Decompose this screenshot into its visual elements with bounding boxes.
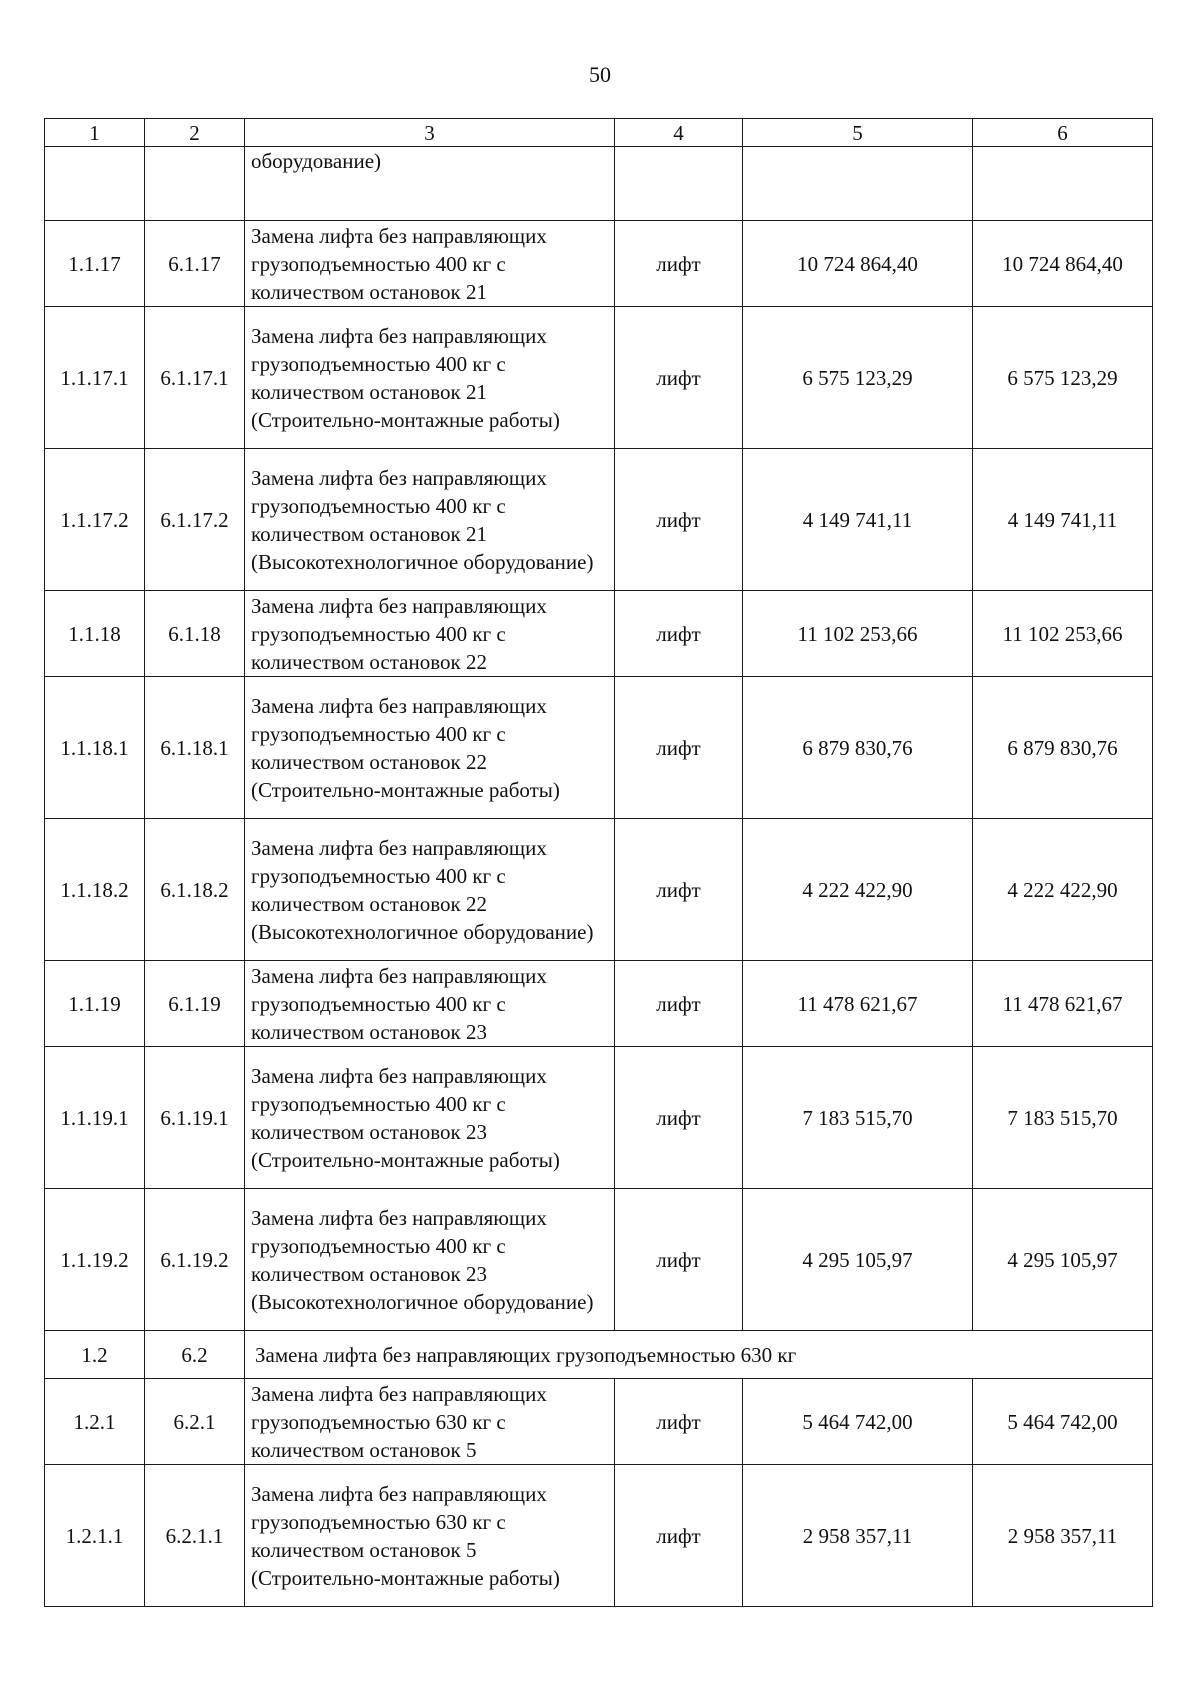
cost-limit-value: 4 149 741,11 <box>973 449 1153 591</box>
unit-cell: лифт <box>615 221 743 307</box>
section-number: 1.1.19.1 <box>45 1047 145 1189</box>
unit-cell: лифт <box>615 819 743 961</box>
cost-value: 2 958 357,11 <box>743 1465 973 1607</box>
cost-limit-value: 7 183 515,70 <box>973 1047 1153 1189</box>
section-number: 1.1.19.2 <box>45 1189 145 1331</box>
cost-limit-value: 6 879 830,76 <box>973 677 1153 819</box>
work-description: Замена лифта без направляющих грузоподъемностью 400 кг с количеством остановок 22 (Высокотехнологичное оборудование) <box>245 819 615 961</box>
table-row <box>45 449 1153 591</box>
cost-value: 11 478 621,67 <box>743 961 973 1047</box>
unit-cell: лифт <box>615 1047 743 1189</box>
section-number: 1.1.19 <box>45 961 145 1047</box>
page-number: 50 <box>589 62 611 87</box>
work-description: Замена лифта без направляющих грузоподъемностью 400 кг с количеством остановок 23 (Высокотехнологичное оборудование) <box>245 1189 615 1331</box>
table-row <box>45 961 1153 1047</box>
section-number: 1.1.18.2 <box>45 819 145 961</box>
section-number: 1.1.18.1 <box>45 677 145 819</box>
item-number <box>145 147 245 221</box>
cost-limit-value <box>973 147 1153 221</box>
table-row <box>45 1189 1153 1331</box>
item-number: 6.2.1 <box>145 1379 245 1465</box>
column-header: 3 <box>245 119 615 147</box>
cost-value: 11 102 253,66 <box>743 591 973 677</box>
table-row <box>45 1379 1153 1465</box>
cost-limit-value: 4 222 422,90 <box>973 819 1153 961</box>
cost-value: 4 222 422,90 <box>743 819 973 961</box>
column-header: 5 <box>743 119 973 147</box>
work-description: Замена лифта без направляющих грузоподъемностью 400 кг с количеством остановок 21 (Высокотехнологичное оборудование) <box>245 449 615 591</box>
item-number: 6.1.18.2 <box>145 819 245 961</box>
table-row <box>45 1465 1153 1607</box>
item-number: 6.1.19 <box>145 961 245 1047</box>
cost-limit-value: 5 464 742,00 <box>973 1379 1153 1465</box>
item-number: 6.1.18 <box>145 591 245 677</box>
cost-limit-value: 11 102 253,66 <box>973 591 1153 677</box>
cost-limit-value: 4 295 105,97 <box>973 1189 1153 1331</box>
unit-cell: лифт <box>615 307 743 449</box>
cost-value: 10 724 864,40 <box>743 221 973 307</box>
section-number: 1.1.17 <box>45 221 145 307</box>
unit-cell: лифт <box>615 591 743 677</box>
item-number: 6.1.18.1 <box>145 677 245 819</box>
work-description: Замена лифта без направляющих грузоподъемностью 400 кг с количеством остановок 23 <box>245 961 615 1047</box>
table-row <box>45 1047 1153 1189</box>
section-number: 1.1.17.2 <box>45 449 145 591</box>
section-number: 1.2.1.1 <box>45 1465 145 1607</box>
unit-cell: лифт <box>615 677 743 819</box>
column-header: 4 <box>615 119 743 147</box>
unit-cell: лифт <box>615 1379 743 1465</box>
cost-value: 6 879 830,76 <box>743 677 973 819</box>
cost-value: 5 464 742,00 <box>743 1379 973 1465</box>
work-description: оборудование) <box>245 147 615 221</box>
work-description: Замена лифта без направляющих грузоподъемностью 400 кг с количеством остановок 21 (Строительно-монтажные работы) <box>245 307 615 449</box>
table-row <box>45 819 1153 961</box>
column-header: 1 <box>45 119 145 147</box>
work-description: Замена лифта без направляющих грузоподъемностью 400 кг с количеством остановок 23 (Строительно-монтажные работы) <box>245 1047 615 1189</box>
cost-limit-value: 6 575 123,29 <box>973 307 1153 449</box>
item-number: 6.1.17.1 <box>145 307 245 449</box>
cost-value: 7 183 515,70 <box>743 1047 973 1189</box>
cost-value: 6 575 123,29 <box>743 307 973 449</box>
table-row <box>45 307 1153 449</box>
work-description: Замена лифта без направляющих грузоподъемностью 630 кг с количеством остановок 5 (Строительно-монтажные работы) <box>245 1465 615 1607</box>
cost-limit-value: 10 724 864,40 <box>973 221 1153 307</box>
table-row <box>45 1331 1153 1379</box>
table-row <box>45 591 1153 677</box>
item-number: 6.2 <box>145 1331 245 1379</box>
section-number: 1.2 <box>45 1331 145 1379</box>
unit-cell: лифт <box>615 1465 743 1607</box>
section-number: 1.1.18 <box>45 591 145 677</box>
cost-limit-value: 11 478 621,67 <box>973 961 1153 1047</box>
item-number: 6.2.1.1 <box>145 1465 245 1607</box>
work-description: Замена лифта без направляющих грузоподъемностью 400 кг с количеством остановок 21 <box>245 221 615 307</box>
item-number: 6.1.17.2 <box>145 449 245 591</box>
cost-value: 4 149 741,11 <box>743 449 973 591</box>
unit-cell <box>615 147 743 221</box>
work-description: Замена лифта без направляющих грузоподъемностью 630 кг с количеством остановок 5 <box>245 1379 615 1465</box>
cost-value: 4 295 105,97 <box>743 1189 973 1331</box>
section-number <box>45 147 145 221</box>
cost-limit-value: 2 958 357,11 <box>973 1465 1153 1607</box>
table-row <box>45 677 1153 819</box>
work-description: Замена лифта без направляющих грузоподъемностью 400 кг с количеством остановок 22 (Строительно-монтажные работы) <box>245 677 615 819</box>
work-description: Замена лифта без направляющих грузоподъемностью 400 кг с количеством остановок 22 <box>245 591 615 677</box>
table-row <box>45 221 1153 307</box>
cost-value <box>743 147 973 221</box>
section-number: 1.2.1 <box>45 1379 145 1465</box>
item-number: 6.1.17 <box>145 221 245 307</box>
column-number-row <box>45 119 1153 147</box>
data-table <box>44 118 1153 1607</box>
section-number: 1.1.17.1 <box>45 307 145 449</box>
unit-cell: лифт <box>615 961 743 1047</box>
item-number: 6.1.19.2 <box>145 1189 245 1331</box>
unit-cell: лифт <box>615 449 743 591</box>
group-title: Замена лифта без направляющих грузоподъемностью 630 кг <box>245 1331 1153 1379</box>
table-row <box>45 147 1153 221</box>
column-header: 6 <box>973 119 1153 147</box>
item-number: 6.1.19.1 <box>145 1047 245 1189</box>
column-header: 2 <box>145 119 245 147</box>
unit-cell: лифт <box>615 1189 743 1331</box>
